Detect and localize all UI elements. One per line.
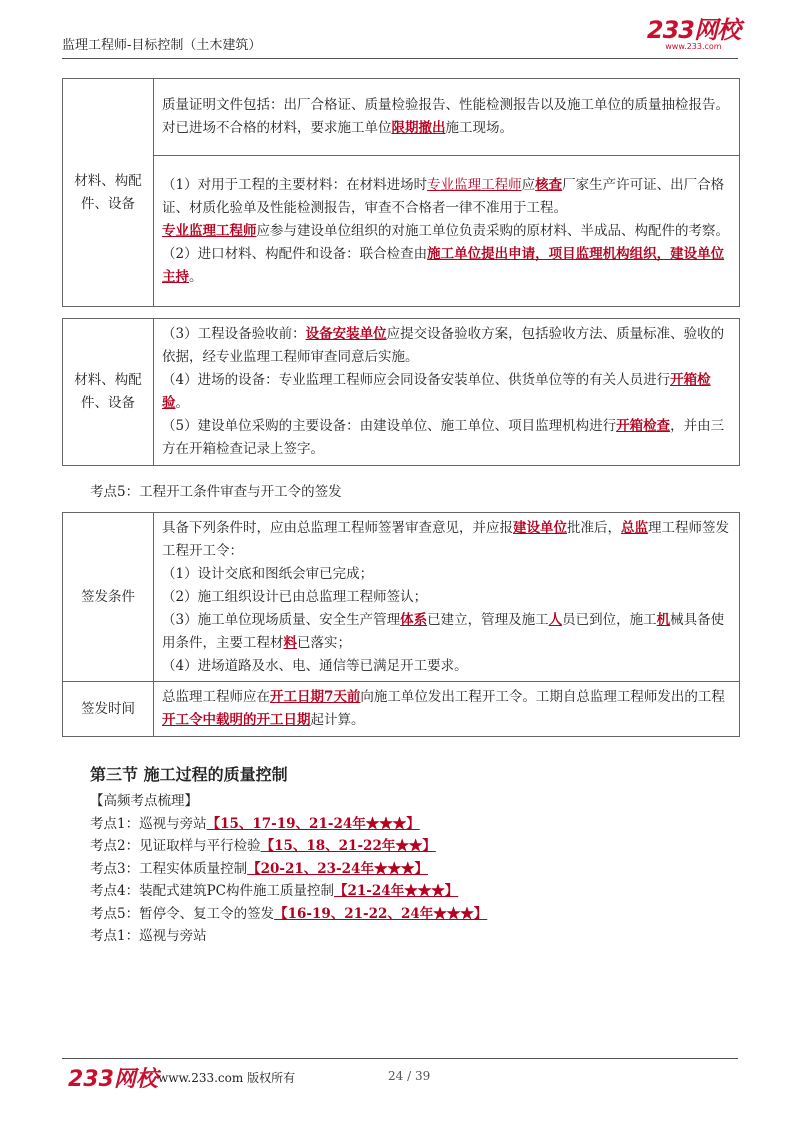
highlight: 开工日期7天前 bbox=[270, 689, 361, 705]
highlight: 机 bbox=[656, 611, 671, 628]
document-title: 监理工程师-目标控制（土木建筑） bbox=[62, 38, 262, 53]
page-number: 24 / 39 bbox=[388, 1069, 431, 1083]
table-cell bbox=[154, 79, 740, 156]
highlight: 专业监理工程师 bbox=[427, 176, 522, 193]
materials-table-2 bbox=[62, 318, 740, 466]
kaodian-list bbox=[90, 790, 487, 948]
section-subtitle: 【高频考点梳理】 bbox=[90, 793, 198, 809]
highlight: 设备安装单位 bbox=[305, 326, 387, 342]
table-cell bbox=[154, 513, 740, 682]
row-label: 材料、构配件、设备 bbox=[63, 79, 154, 307]
paragraph: （2）施工组织设计已由总监理工程师签认； bbox=[162, 588, 428, 605]
table-cell bbox=[154, 682, 740, 737]
highlight: 限期撤出 bbox=[391, 120, 446, 136]
paragraph: （5）建设单位采购的主要设备：由建设单位、施工单位、项目监理机构进行开箱检查，并由三方在开箱检查记录上签字。 bbox=[162, 418, 725, 457]
row-label-conditions: 签发条件 bbox=[63, 513, 154, 682]
footer-logo: 233网校 bbox=[68, 1067, 158, 1092]
paragraph: （4）进场的设备：专业监理工程师应会同设备安装单位、供货单位等的有关人员进行开箱检验。 bbox=[162, 372, 711, 411]
highlight: 总监 bbox=[621, 519, 648, 536]
paragraph: （4）进场道路及水、电、通信等已满足开工要求。 bbox=[162, 657, 468, 674]
row-label-time: 签发时间 bbox=[63, 682, 154, 737]
highlight: 核查 bbox=[535, 176, 563, 193]
highlight: 开箱检查 bbox=[616, 418, 671, 434]
paragraph: （2）进口材料、构配件和设备：联合检查由施工单位提出申请，项目监理机构组织，建设单位主持。 bbox=[162, 245, 725, 285]
paragraph: 对已进场不合格的材料，要求施工单位限期撤出施工现场。 bbox=[162, 120, 513, 136]
footer-divider bbox=[62, 1058, 738, 1059]
highlight: 人 bbox=[548, 611, 563, 628]
paragraph: （3）工程设备验收前：设备安装单位应提交设备验收方案，包括验收方法、质量标准、验收的依据，经专业监理工程师审查同意后实施。 bbox=[162, 326, 725, 365]
highlight: 专业监理工程师 bbox=[162, 222, 257, 239]
start-order-table bbox=[62, 512, 740, 737]
highlight: 开箱检验 bbox=[162, 372, 711, 411]
frequency-tag: 【15、17-19、21-24年★★★】 bbox=[206, 815, 420, 832]
highlight: 开工令中载明的开工日期 bbox=[162, 712, 311, 728]
list-item: 考点3：工程实体质量控制【20-21、23-24年★★★】 bbox=[90, 860, 428, 877]
frequency-tag: 【20-21、23-24年★★★】 bbox=[247, 860, 428, 877]
paragraph: （3）施工单位现场质量、安全生产管理体系已建立，管理及施工人员已到位，施工机械具备使用条件，主要工程材料已落实； bbox=[162, 611, 725, 651]
list-item: 考点1：巡视与旁站【15、17-19、21-24年★★★】 bbox=[90, 815, 420, 832]
paragraph: 总监理工程师应在开工日期7天前向施工单位发出工程开工令。工期自总监理工程师发出的工程开工令中载明的开工日期起计算。 bbox=[162, 689, 725, 728]
paragraph: 质量证明文件包括：出厂合格证、质量检验报告、性能检测报告以及施工单位的质量抽检报告。 bbox=[162, 97, 729, 113]
highlight: 建设单位 bbox=[513, 519, 567, 536]
paragraph: （1）对用于工程的主要材料：在材料进场时专业监理工程师应核查厂家生产许可证、出厂合格证、材质化验单及性能检测报告，审查不合格者一律不准用于工程。 bbox=[162, 176, 725, 216]
row-label: 材料、构配件、设备 bbox=[63, 319, 154, 466]
frequency-tag: 【15、18、21-22年★★】 bbox=[260, 838, 436, 854]
kaodian-1-heading: 考点1：巡视与旁站 bbox=[90, 928, 207, 944]
frequency-tag: 【16-19、21-22、24年★★★】 bbox=[274, 905, 488, 922]
highlight: 施工单位提出申请，项目监理机构组织，建设单位主持 bbox=[162, 245, 725, 285]
table-cell bbox=[154, 156, 740, 307]
materials-table-1 bbox=[62, 78, 740, 307]
header-divider bbox=[62, 58, 738, 59]
highlight: 体系 bbox=[400, 611, 428, 628]
paragraph: 专业监理工程师应参与建设单位组织的对施工单位负责采购的原材料、半成品、构配件的考察。 bbox=[162, 222, 729, 239]
kaodian-5-title: 考点5：工程开工条件审查与开工令的签发 bbox=[90, 484, 342, 500]
section-title: 第三节 施工过程的质量控制 bbox=[90, 765, 288, 784]
list-item: 考点5：暂停令、复工令的签发【16-19、21-22、24年★★★】 bbox=[90, 905, 488, 922]
brand-logo bbox=[647, 18, 740, 51]
highlight: 料 bbox=[283, 634, 297, 651]
paragraph: （1）设计交底和图纸会审已完成； bbox=[162, 565, 374, 582]
logo-text: 233网校 bbox=[646, 16, 740, 44]
paragraph: 具备下列条件时，应由总监理工程师签署审查意见，并应报建设单位批准后，总监理工程师签发工程开工令： bbox=[162, 519, 729, 559]
list-item: 考点4：装配式建筑PC构件施工质量控制【21-24年★★★】 bbox=[90, 883, 459, 899]
list-item: 考点2：见证取样与平行检验【15、18、21-22年★★】 bbox=[90, 838, 436, 854]
footer-copyright: www.233.com 版权所有 bbox=[158, 1071, 296, 1085]
table-cell bbox=[154, 319, 740, 466]
logo-url: www.233.com bbox=[665, 42, 722, 51]
frequency-tag: 【21-24年★★★】 bbox=[334, 883, 459, 899]
